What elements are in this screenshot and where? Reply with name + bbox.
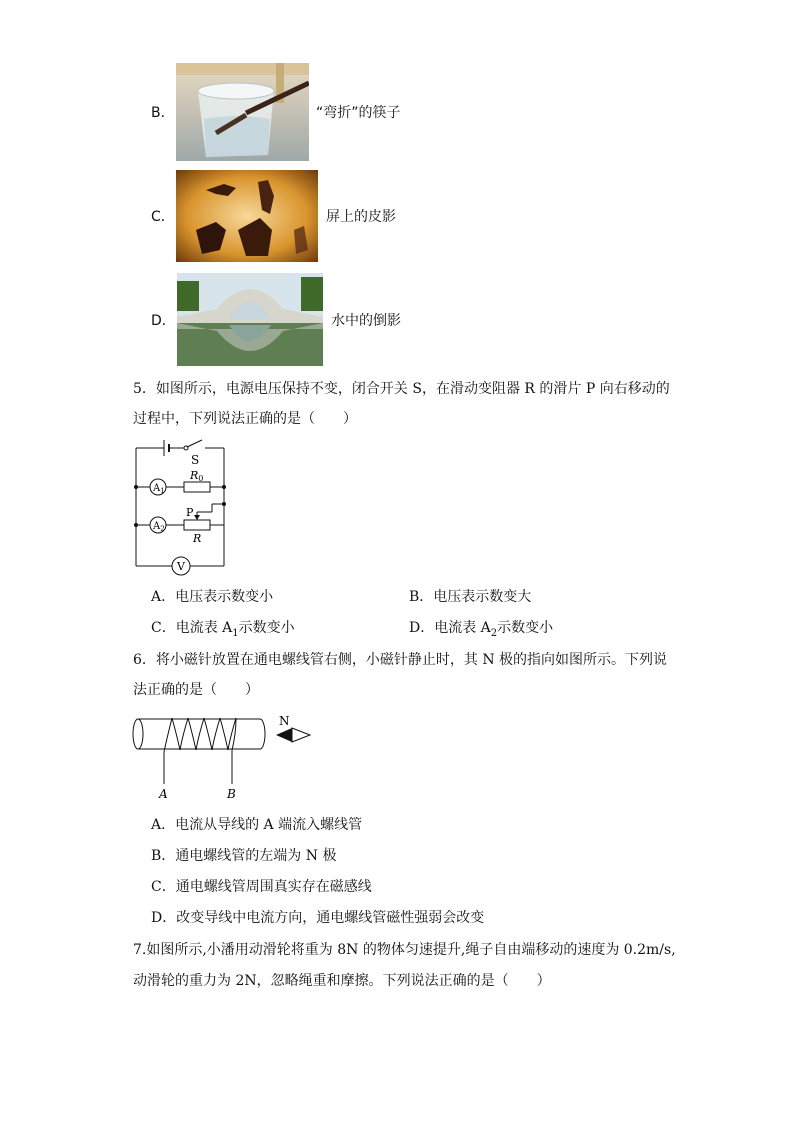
voltmeter-v-label: V: [177, 560, 185, 573]
shadow-puppet-photo: [176, 170, 318, 262]
option-c-letter: C．: [151, 209, 175, 225]
q6-choice-b: B．通电螺线管的左端为 N 极: [151, 848, 337, 864]
q6-solenoid-diagram: [128, 712, 318, 804]
ammeter-a2-label: $A_2$: [153, 521, 165, 533]
q6-choice-d: D．改变导线中电流方向，通电螺线管磁性强弱会改变: [151, 910, 485, 926]
option-d-caption: 水中的倒影: [331, 313, 401, 329]
q7-stem-line2: 动滑轮的重力为 2N，忽略绳重和摩擦。下列说法正确的是（ ）: [133, 973, 551, 989]
q5-stem-line1: 5．如图所示，电源电压保持不变，闭合开关 S，在滑动变阻器 R 的滑片 P 向右移动的: [133, 381, 670, 397]
compass-n-label: N: [279, 714, 290, 728]
option-c-caption: 屏上的皮影: [326, 209, 396, 225]
option-b-letter: B．: [151, 105, 175, 121]
q5-choice-a: A．电压表示数变小: [151, 589, 274, 605]
q6-choice-c: C．通电螺线管周围真实存在磁感线: [151, 879, 372, 895]
rheostat-r-label: R: [193, 532, 202, 545]
ammeter-a1-label: $A_1$: [153, 483, 165, 495]
q5-circuit-diagram: [126, 434, 236, 578]
slider-p-label: P: [186, 506, 194, 519]
wire-b-label: B: [227, 787, 236, 801]
q6-choice-a: A．电流从导线的 A 端流入螺线管: [151, 817, 363, 833]
resistor-r0-label: R0: [190, 469, 204, 483]
q7-stem-line1: 7.如图所示,小潘用动滑轮将重为 8N 的物体匀速提升,绳子自由端移动的速度为 0.2m/s,: [133, 942, 676, 958]
option-b-caption: “弯折”的筷子: [316, 105, 401, 121]
bent-chopstick-photo: [176, 63, 309, 161]
option-d-letter: D．: [151, 313, 176, 329]
q5-choice-c: C．电流表 $A_1$示数变小: [151, 620, 295, 639]
bridge-reflection-photo: [177, 273, 323, 366]
q6-stem-line2: 法正确的是（ ）: [133, 682, 259, 698]
switch-label: S: [191, 453, 200, 467]
q5-choice-d: D．电流表 $A_2$示数变小: [409, 620, 554, 639]
wire-a-label: A: [159, 787, 168, 801]
q6-stem-line1: 6．将小磁针放置在通电螺线管右侧，小磁针静止时，其 N 极的指向如图所示。下列说: [133, 652, 668, 668]
q5-choice-b: B．电压表示数变大: [409, 589, 532, 605]
q5-stem-line2: 过程中，下列说法正确的是（ ）: [133, 411, 357, 427]
